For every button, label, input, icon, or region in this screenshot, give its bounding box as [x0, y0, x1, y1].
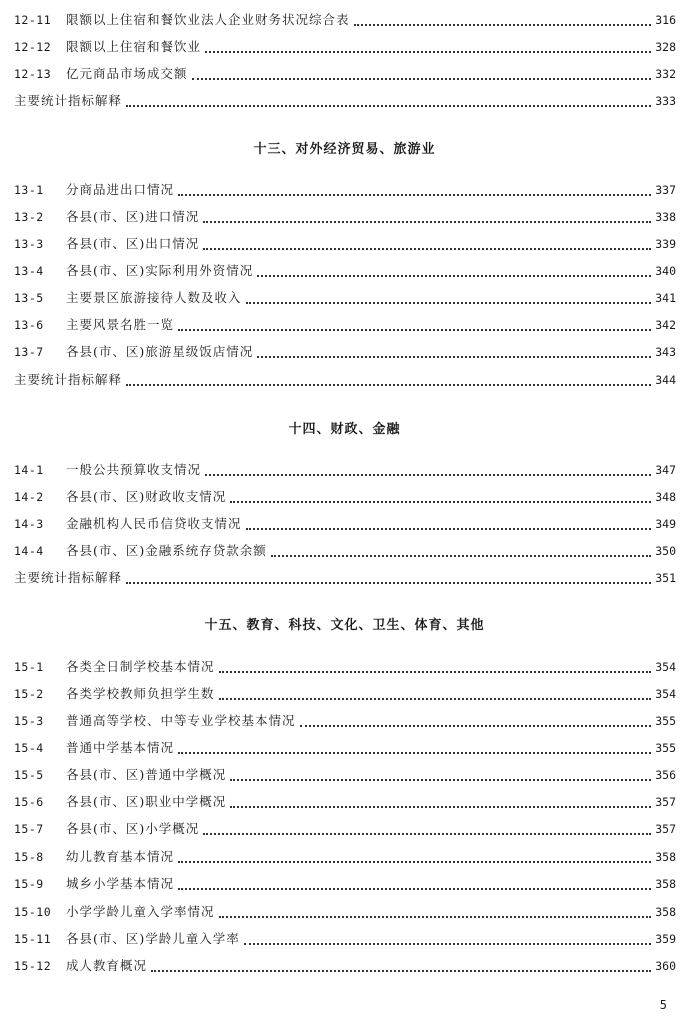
entry-number: 15-12 — [14, 959, 52, 973]
entry-number: 12-12 — [14, 40, 52, 54]
entry-page: 359 — [655, 932, 676, 946]
dot-leader — [192, 77, 652, 80]
toc-entry[interactable] — [14, 929, 676, 949]
toc-entry[interactable] — [14, 738, 676, 758]
toc-entry[interactable] — [14, 234, 676, 254]
entry-number: 13-6 — [14, 318, 44, 332]
entry-title: 城乡小学基本情况 — [66, 876, 175, 891]
toc-entry[interactable] — [14, 10, 676, 30]
entry-title: 各县(市、区)实际利用外资情况 — [66, 263, 254, 278]
entry-number: 13-4 — [14, 264, 44, 278]
section-heading: 十五、教育、科技、文化、卫生、体育、其他 — [204, 618, 485, 633]
entry-page: 355 — [655, 741, 676, 755]
dot-leader — [257, 355, 651, 358]
toc-entry[interactable] — [14, 792, 676, 812]
entry-title: 成人教育概况 — [66, 958, 148, 973]
entry-title: 各县(市、区)学龄儿童入学率 — [66, 931, 240, 946]
entry-page: 342 — [655, 318, 676, 332]
entry-title: 各类全日制学校基本情况 — [66, 659, 215, 674]
entry-title: 各县(市、区)财政收支情况 — [66, 489, 227, 504]
dot-leader — [126, 383, 651, 386]
entry-title: 限额以上住宿和餐饮业法人企业财务状况综合表 — [66, 12, 350, 27]
entry-number: 15-2 — [14, 687, 44, 701]
dot-leader — [300, 724, 652, 727]
entry-number: 15-11 — [14, 932, 52, 946]
entry-number: 14-2 — [14, 490, 44, 504]
entry-page: 349 — [655, 517, 676, 531]
dot-leader — [205, 50, 651, 53]
toc-entry[interactable] — [14, 684, 676, 704]
entry-page: 316 — [655, 13, 676, 27]
dot-leader — [219, 697, 652, 700]
entry-page: 358 — [655, 905, 676, 919]
toc-entry[interactable] — [14, 487, 676, 507]
toc-entry[interactable] — [14, 288, 676, 308]
entry-title: 普通中学基本情况 — [66, 740, 175, 755]
toc-entry[interactable] — [14, 64, 676, 84]
section-heading: 十三、对外经济贸易、旅游业 — [253, 142, 436, 157]
toc-entry[interactable] — [14, 37, 676, 57]
toc-entry[interactable] — [14, 874, 676, 894]
entry-title: 各县(市、区)职业中学概况 — [66, 794, 227, 809]
entry-page: 328 — [655, 40, 676, 54]
entry-number: 15-9 — [14, 877, 44, 891]
toc-entry[interactable] — [14, 514, 676, 534]
dot-leader — [178, 193, 651, 196]
toc-entry[interactable] — [14, 315, 676, 335]
dot-leader — [151, 969, 651, 972]
entry-title: 各县(市、区)金融系统存贷款余额 — [66, 543, 267, 558]
entry-number: 13-1 — [14, 183, 44, 197]
entry-page: 347 — [655, 463, 676, 477]
toc-entry[interactable] — [14, 819, 676, 839]
entry-title: 分商品进出口情况 — [66, 182, 175, 197]
toc-entry[interactable] — [14, 342, 676, 362]
toc-entry[interactable] — [14, 956, 676, 976]
toc-entry[interactable] — [14, 711, 676, 731]
dot-leader — [178, 328, 651, 331]
dot-leader — [219, 915, 652, 918]
entry-number: 14-4 — [14, 544, 44, 558]
toc-entry[interactable] — [14, 261, 676, 281]
entry-number: 15-4 — [14, 741, 44, 755]
dot-leader — [246, 527, 652, 530]
entry-title: 小学学龄儿童入学率情况 — [66, 904, 215, 919]
entry-title: 主要风景名胜一览 — [66, 317, 175, 332]
entry-number: 13-3 — [14, 237, 44, 251]
entry-number: 15-3 — [14, 714, 44, 728]
toc-entry[interactable] — [14, 180, 676, 200]
entry-number: 15-8 — [14, 850, 44, 864]
section-heading: 十四、财政、金融 — [288, 422, 401, 437]
dot-leader — [354, 23, 652, 26]
dot-leader — [178, 887, 651, 890]
dot-leader — [205, 473, 651, 476]
page-number: 5 — [659, 998, 667, 1012]
entry-page: 333 — [655, 94, 676, 108]
entry-title: 幼儿教育基本情况 — [66, 849, 175, 864]
entry-number: 14-1 — [14, 463, 44, 477]
dot-leader — [230, 778, 651, 781]
dot-leader — [126, 581, 651, 584]
entry-title: 各县(市、区)进口情况 — [66, 209, 200, 224]
toc-entry[interactable] — [14, 902, 676, 922]
entry-title: 主要统计指标解释 — [14, 372, 123, 387]
dot-leader — [126, 104, 651, 107]
entry-page: 339 — [655, 237, 676, 251]
entry-page: 357 — [655, 795, 676, 809]
entry-page: 341 — [655, 291, 676, 305]
entry-number: 13-2 — [14, 210, 44, 224]
entry-title: 主要统计指标解释 — [14, 93, 123, 108]
entry-number: 13-7 — [14, 345, 44, 359]
entry-page: 357 — [655, 822, 676, 836]
toc-entry[interactable] — [14, 91, 676, 111]
entry-page: 348 — [655, 490, 676, 504]
entry-page: 332 — [655, 67, 676, 81]
entry-page: 358 — [655, 850, 676, 864]
entry-title: 金融机构人民币信贷收支情况 — [66, 516, 242, 531]
entry-title: 各县(市、区)小学概况 — [66, 821, 200, 836]
dot-leader — [246, 301, 652, 304]
entry-number: 14-3 — [14, 517, 44, 531]
entry-page: 343 — [655, 345, 676, 359]
entry-number: 15-10 — [14, 905, 52, 919]
entry-page: 356 — [655, 768, 676, 782]
toc-entry[interactable] — [14, 460, 676, 480]
entry-number: 13-5 — [14, 291, 44, 305]
entry-page: 350 — [655, 544, 676, 558]
entry-page: 358 — [655, 877, 676, 891]
dot-leader — [244, 942, 651, 945]
dot-leader — [178, 751, 651, 754]
entry-title: 主要统计指标解释 — [14, 570, 123, 585]
entry-title: 普通高等学校、中等专业学校基本情况 — [66, 713, 296, 728]
entry-title: 各类学校教师负担学生数 — [66, 686, 215, 701]
toc-entry[interactable] — [14, 541, 676, 561]
entry-page: 351 — [655, 571, 676, 585]
entry-number: 12-13 — [14, 67, 52, 81]
dot-leader — [203, 220, 651, 223]
entry-number: 15-1 — [14, 660, 44, 674]
toc-entry[interactable] — [14, 568, 676, 588]
entry-title: 主要景区旅游接待人数及收入 — [66, 290, 242, 305]
dot-leader — [219, 670, 652, 673]
entry-page: 355 — [655, 714, 676, 728]
entry-number: 15-5 — [14, 768, 44, 782]
dot-leader — [230, 805, 651, 808]
entry-page: 338 — [655, 210, 676, 224]
entry-page: 337 — [655, 183, 676, 197]
entry-title: 亿元商品市场成交额 — [66, 66, 188, 81]
entry-page: 344 — [655, 373, 676, 387]
toc-entry[interactable] — [14, 657, 676, 677]
entry-page: 354 — [655, 660, 676, 674]
dot-leader — [178, 860, 651, 863]
dot-leader — [230, 500, 651, 503]
entry-title: 各县(市、区)出口情况 — [66, 236, 200, 251]
dot-leader — [203, 247, 651, 250]
dot-leader — [203, 832, 651, 835]
entry-number: 12-11 — [14, 13, 52, 27]
toc-entry[interactable] — [14, 207, 676, 227]
toc-entry[interactable] — [14, 370, 676, 390]
entry-number: 15-7 — [14, 822, 44, 836]
entry-number: 15-6 — [14, 795, 44, 809]
entry-title: 一般公共预算收支情况 — [66, 462, 202, 477]
entry-title: 限额以上住宿和餐饮业 — [66, 39, 202, 54]
toc-entry[interactable] — [14, 765, 676, 785]
entry-page: 360 — [655, 959, 676, 973]
entry-title: 各县(市、区)旅游星级饭店情况 — [66, 344, 254, 359]
dot-leader — [271, 554, 651, 557]
dot-leader — [257, 274, 651, 277]
entry-title: 各县(市、区)普通中学概况 — [66, 767, 227, 782]
entry-page: 354 — [655, 687, 676, 701]
entry-page: 340 — [655, 264, 676, 278]
toc-entry[interactable] — [14, 847, 676, 867]
